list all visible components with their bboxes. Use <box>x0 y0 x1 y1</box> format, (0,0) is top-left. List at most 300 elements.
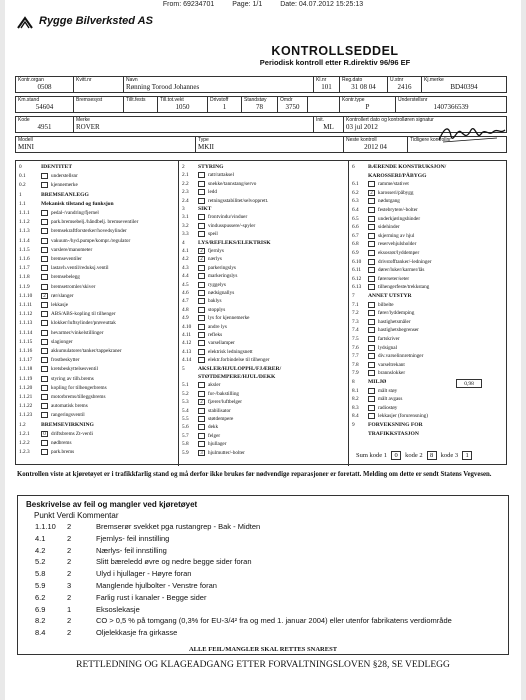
item-number: 5.5 <box>182 416 189 422</box>
header-row-4 <box>15 136 507 153</box>
item-label: lys for kjennemerke <box>208 315 250 322</box>
hdr-cell: Kontr.organ 0508 <box>16 77 74 93</box>
remark-value: 2 <box>67 545 72 555</box>
checklist-item <box>19 255 177 263</box>
checklist-item <box>352 223 506 231</box>
checklist-item <box>352 240 506 248</box>
fax-from: From: 69234701 <box>162 1 215 8</box>
checklist-item <box>19 246 177 254</box>
hdr-cell: Kvitt.nr <box>74 77 124 93</box>
fax-page: Page: 1/1 <box>232 1 263 8</box>
checklist-item <box>352 249 506 257</box>
sum-value-1: 0 <box>391 451 401 460</box>
item-number: 4.12 <box>182 340 192 347</box>
item-code-box <box>198 340 205 346</box>
item-label: kopling for tilhengerbrems <box>51 384 107 391</box>
checklist-item <box>19 375 177 383</box>
checklist-item <box>352 206 506 214</box>
item-code-box <box>41 238 48 244</box>
item-code-box <box>41 339 48 345</box>
item-code-box <box>368 353 375 359</box>
checklist-item <box>182 171 346 179</box>
checklist-item <box>19 191 177 199</box>
item-label: vindusspussere/-spyler <box>208 222 256 229</box>
item-label: slagionger <box>51 338 73 345</box>
checklist-item <box>182 339 346 347</box>
hdr-cell: Km.stand 54604 <box>16 97 74 113</box>
hdr-cell: Kl.nr 101 <box>314 77 340 93</box>
checklist-item <box>182 440 346 448</box>
item-label: varsellamper <box>208 340 235 347</box>
checklist-item <box>19 273 177 281</box>
checklist-item <box>352 412 506 420</box>
item-label: fører/lyddemping <box>378 310 415 317</box>
item-label: fjernlys <box>208 248 224 254</box>
item-label: aksler <box>208 382 221 389</box>
item-label: karosseri/påbygg <box>378 189 414 196</box>
item-number: 1.1.8 <box>19 274 30 281</box>
checklist-item <box>182 356 346 364</box>
item-number: 6.5 <box>352 215 359 222</box>
item-label: ryggelys <box>208 281 226 288</box>
item-code-box <box>368 224 375 230</box>
item-label: park.brems <box>51 449 75 456</box>
checklist-item <box>352 292 506 300</box>
item-number: 6.8 <box>352 241 359 248</box>
item-number: 7.5 <box>352 336 359 342</box>
item-code-box <box>198 307 205 313</box>
item-code-box <box>41 173 48 179</box>
item-code-box <box>41 348 48 354</box>
checklist-item <box>352 197 506 205</box>
sum-label-2: kode 2 <box>405 452 423 459</box>
item-code-box <box>41 385 48 391</box>
remark-code: 8.2 <box>35 616 46 626</box>
checklist-item <box>182 423 346 431</box>
item-number: 4.7 <box>182 298 189 305</box>
item-label: frontvindu/vinduer <box>208 214 248 221</box>
item-label: ledd <box>208 189 217 196</box>
checklist-item <box>19 319 177 327</box>
sum-codes <box>356 451 472 460</box>
checklist-item <box>352 369 506 377</box>
item-number: 3.2 <box>182 222 189 229</box>
remark-comment: Bremserør svekket pga rustangrep - Bak - Midten <box>96 522 261 531</box>
checklist-item <box>352 430 506 438</box>
item-number: 2.1 <box>182 172 189 179</box>
page-title: KONTROLLSEDDEL <box>271 44 399 58</box>
document-page <box>5 0 521 700</box>
checklist-item <box>182 272 346 280</box>
item-label: elektrisk ledningsnett <box>208 348 253 355</box>
item-number: 7.9 <box>352 370 359 377</box>
item-number: 4.14 <box>182 357 192 364</box>
header-row-2 <box>15 96 507 113</box>
item-code-box <box>368 250 375 256</box>
item-number: 1.1.20 <box>19 384 33 391</box>
item-label: automatisk brems <box>51 403 88 410</box>
item-label: andre lys <box>208 323 227 330</box>
item-label: ABS/ABS-kopling til tilhenger <box>51 311 116 318</box>
item-code-box <box>198 298 205 304</box>
item-label: nødsignallys <box>208 290 235 296</box>
item-number: 4.13 <box>182 348 192 355</box>
item-label: pedal-/vandring/fjernel <box>51 210 99 216</box>
checklist-item <box>19 448 177 456</box>
item-number: 4.3 <box>182 264 189 271</box>
checklist-item <box>182 373 346 381</box>
item-number: 1 <box>19 191 22 198</box>
item-number: 7.6 <box>352 344 359 351</box>
item-number: 2.3 <box>182 189 189 196</box>
item-number: 6.7 <box>352 232 359 239</box>
item-label: stopplys <box>208 306 226 313</box>
item-label: akkumulatorer/tanker/tappekraner <box>51 348 122 354</box>
remark-code: 6.9 <box>35 604 46 614</box>
remark-comment: Farlig rust i kanaler - Begge sider <box>96 592 207 602</box>
item-label: radiostøy <box>378 404 398 411</box>
inspector-signature <box>437 122 507 146</box>
item-label: hevarmer/vinkelstillinger <box>51 329 104 336</box>
item-label: baklys <box>208 298 222 305</box>
footer-notice: ALLE FEIL/MANGLER SKAL RETTES SNAREST <box>188 646 338 653</box>
page-subtitle: Periodisk kontroll etter R.direktiv 96/96 EF <box>259 58 411 67</box>
item-label: varseltrekant <box>378 361 405 368</box>
item-code-box <box>41 265 48 271</box>
checklist-item <box>352 352 506 360</box>
item-number: 1.1.13 <box>19 320 33 327</box>
footer-guidance: RETTLEDNING OG KLAGEADGANG ETTER FORVALTNINGSLOVEN §28, SE VEDLEGG <box>76 660 450 670</box>
item-label: bilbelte <box>378 301 394 308</box>
item-code-box <box>198 198 205 204</box>
sum-value-3: 1 <box>462 451 472 460</box>
item-code-box <box>198 290 205 296</box>
item-label: tilhengerfeste/trekkstang <box>378 284 430 291</box>
item-code-box <box>368 370 375 376</box>
hdr-cell-name: Navn Rønning Torood Johannes <box>124 77 314 93</box>
item-number: 6.12 <box>352 275 362 282</box>
remark-comment: Eksoslekasje <box>96 604 140 614</box>
item-label: eksosrør/lyddemper <box>378 250 420 256</box>
remarks-box <box>17 495 509 655</box>
section-heading: Mekanisk tilstand og funksjon <box>41 200 114 207</box>
hdr-cell: Neste kontroll 2012 04 <box>344 137 408 153</box>
item-label: styring av tilh.brems <box>51 375 94 382</box>
section-heading: SIKT <box>198 206 212 212</box>
item-number: 1.1.10 <box>19 292 33 299</box>
item-number: 8.2 <box>352 396 359 403</box>
item-code-box <box>368 388 375 394</box>
item-label: understellsnr <box>51 173 78 180</box>
item-code-box <box>368 207 375 213</box>
checklist-item <box>182 163 346 171</box>
company-name: Rygge Bilverksted AS <box>39 15 153 27</box>
hdr-cell: Modell MINI <box>16 137 196 153</box>
checklist-item <box>19 209 177 217</box>
inspection-notice: Kontrollen viste at kjøretøyet er i trafikkfarlig stand og må derfor ikke brukes før nødvendige reparasjoner er foretatt. Melding om dette er sendt Statens Vegvesen. <box>17 471 492 478</box>
checklist-item <box>352 163 506 171</box>
item-code-box <box>41 394 48 400</box>
remarks-header: Punkt Verdi Kommentar <box>34 511 119 520</box>
checklist-item <box>352 266 506 274</box>
remark-comment: CO > 0,5 % på tomgang (0,3% for EU-3/4² fra og med 1. januar 2004) eller utenfor fabrikatens verdiområde <box>96 616 452 626</box>
hdr-cell-signature: Kontrollert dato og kontrolløren signatur 03 jul 2012 <box>344 117 507 133</box>
checklist-item <box>352 283 506 291</box>
item-code-box <box>41 210 48 216</box>
item-label: underkjøringshinder <box>378 215 421 222</box>
item-number: 1.1.11 <box>19 302 33 308</box>
section-heading: MILJØ <box>368 379 387 385</box>
checklist-item <box>182 331 346 339</box>
checklist-item <box>352 318 506 326</box>
item-number: 4.5 <box>182 281 189 288</box>
column-divider <box>348 161 349 466</box>
checklist-grid <box>15 160 507 465</box>
item-label: brannslokker <box>378 370 406 377</box>
item-number: 7.8 <box>352 361 359 368</box>
item-label: div.varselinnretninger <box>378 353 424 360</box>
company-logo-icon <box>17 16 33 30</box>
item-label: ramme/stativet <box>378 181 409 188</box>
checklist-item <box>352 172 506 180</box>
checklist-item <box>352 189 506 197</box>
item-label: nødbrems <box>51 440 72 446</box>
checklist-item <box>19 218 177 226</box>
remark-code: 1.1.10 <box>35 522 56 531</box>
checklist-item <box>352 258 506 266</box>
section-heading: BREMSEANLEGG <box>41 191 89 198</box>
remark-value: 2 <box>67 557 72 567</box>
item-code-box <box>41 228 48 234</box>
item-number: 7.2 <box>352 310 359 317</box>
item-label: lydsignal <box>378 344 398 351</box>
checklist-item <box>182 314 346 322</box>
item-number: 4.4 <box>182 273 189 280</box>
checklist-item <box>182 323 346 331</box>
remark-value: 3 <box>67 581 72 590</box>
item-code-box <box>368 284 375 290</box>
item-number: 0.1 <box>19 173 26 180</box>
item-label: hjullager <box>208 441 227 448</box>
checklist-item <box>352 378 506 386</box>
item-code-box <box>41 274 48 280</box>
checklist-item <box>352 361 506 369</box>
checklist-item <box>352 326 506 334</box>
item-code-box: 2 <box>198 248 205 254</box>
item-code-box <box>41 284 48 290</box>
checklist-item <box>182 415 346 423</box>
item-code-box <box>41 330 48 336</box>
remark-comment: Oljelekkasje fra girkasse <box>96 628 178 638</box>
item-code-box <box>198 315 205 321</box>
remark-comment: Ulyd i hjullager - Høyre foran <box>96 569 192 579</box>
measured-avgass-value: 0,98 <box>456 379 482 388</box>
item-number: 6.10 <box>352 258 362 265</box>
remark-value: 2 <box>67 616 72 626</box>
item-number: 1.1.12 <box>19 311 33 318</box>
item-number: 1.1.17 <box>19 357 33 364</box>
hdr-cell: Merke ROVER <box>74 117 314 133</box>
checklist-item <box>352 395 506 403</box>
item-code-box <box>368 233 375 239</box>
item-label: dører/luker/karmer/lås <box>378 267 425 274</box>
hdr-cell: Kontr.type P <box>340 97 396 113</box>
checklist-item <box>19 384 177 392</box>
hdr-cell: Kode 4951 <box>16 117 74 133</box>
item-code-box <box>198 273 205 279</box>
item-code-box <box>368 327 375 333</box>
checklist-item <box>19 172 177 180</box>
item-number: 4.1 <box>182 248 189 254</box>
item-code-box <box>198 332 205 338</box>
checklist-item <box>182 180 346 188</box>
item-code-box <box>198 441 205 447</box>
item-number: 6.13 <box>352 284 362 291</box>
item-number: 5.3 <box>182 399 189 406</box>
item-label: bremsebelegg <box>51 274 80 281</box>
item-number: 1.2 <box>19 421 26 428</box>
section-heading: AKSLER/HJULOPPH./FJÆRER/ <box>198 365 282 372</box>
item-code-box <box>41 182 48 188</box>
item-number: 2.2 <box>182 180 189 187</box>
item-label: snekke/tannstang/servo <box>208 180 257 187</box>
checklist-item <box>182 365 346 373</box>
item-label: refleks <box>208 332 223 338</box>
item-number: 5.9 <box>182 449 189 456</box>
item-label: retningsstabilitet/selvopprett. <box>208 197 269 204</box>
item-label: lastavh.ventil/reduksj.ventil <box>51 265 109 272</box>
item-number: 5 <box>182 365 185 372</box>
checklist-item <box>182 188 346 196</box>
remark-code: 5.9 <box>35 581 46 590</box>
item-number: 8.1 <box>352 387 359 394</box>
sum-label-3: kode 3 <box>440 452 459 459</box>
item-label: bremsetromler/skiver <box>51 283 96 290</box>
section-heading: KAROSSERI/PÅBYGG <box>368 172 427 179</box>
item-label: rør/slanger <box>51 292 74 299</box>
hdr-cell: Tillt.fests <box>124 97 158 113</box>
remark-value: 2 <box>67 569 72 579</box>
checklist-item <box>352 301 506 309</box>
item-number: 3.1 <box>182 214 189 221</box>
item-code-box <box>198 223 205 229</box>
item-label: fartskriver <box>378 336 400 342</box>
checklist-item <box>19 338 177 346</box>
item-number: 5.1 <box>182 382 189 389</box>
checklist-item <box>19 430 177 438</box>
item-number: 1.1.18 <box>19 366 33 373</box>
hdr-cell: Init. ML <box>314 117 344 133</box>
item-number: 1.1.3 <box>19 228 30 235</box>
item-code-box <box>41 376 48 382</box>
item-number: 7.3 <box>352 318 359 325</box>
checklist-item <box>182 348 346 356</box>
item-number: 6.11 <box>352 267 362 274</box>
remark-comment: Nærlys- feil innstilling <box>96 545 167 555</box>
item-number: 6.4 <box>352 207 359 213</box>
item-label: festebrytere/-bolter <box>378 207 418 213</box>
item-code-box <box>368 216 375 222</box>
checklist-item <box>352 335 506 343</box>
item-code-box <box>41 219 48 225</box>
item-label: lekkasje <box>51 302 68 308</box>
item-label: bremseventiler <box>51 256 82 262</box>
checklist-item <box>182 390 346 398</box>
item-code-box: 2 <box>41 293 48 299</box>
remark-code: 5.2 <box>35 557 46 567</box>
item-number: 3 <box>182 206 185 212</box>
item-label: fjærer/luftbelger <box>208 399 242 406</box>
checklist-item <box>352 309 506 317</box>
checklist-item <box>19 439 177 447</box>
item-code-box <box>198 282 205 288</box>
checklist-item <box>182 264 346 272</box>
checklist-item <box>19 264 177 272</box>
item-number: 1.1.19 <box>19 375 33 382</box>
checklist-item <box>182 432 346 440</box>
item-number: 4.8 <box>182 306 189 313</box>
item-code-box: 2 <box>198 256 205 262</box>
item-number: 4.9 <box>182 315 189 322</box>
remark-value: 2 <box>67 592 72 602</box>
item-number: 4.2 <box>182 256 189 263</box>
hdr-cell: Till.tot.vekt 1050 <box>158 97 208 113</box>
checklist-item <box>352 387 506 395</box>
item-number: 5.8 <box>182 441 189 448</box>
item-code-box <box>368 241 375 247</box>
header-row-3 <box>15 116 507 133</box>
item-label: dekk <box>208 424 219 431</box>
item-label: drivstofftanker/-ledninger <box>378 258 432 265</box>
checklist-item <box>182 289 346 297</box>
hdr-cell: Kj.merke BD40394 <box>422 77 507 93</box>
item-number: 6.2 <box>352 189 359 196</box>
item-code-box <box>368 302 375 308</box>
item-code-box <box>198 424 205 430</box>
sum-label-1: Sum kode 1 <box>356 452 388 459</box>
hdr-cell: Drivstoff 1 <box>208 97 242 113</box>
checklist-item <box>182 230 346 238</box>
section-heading: STYRING <box>198 164 224 170</box>
item-code-box <box>41 366 48 372</box>
item-number: 1.1.5 <box>19 246 30 253</box>
item-label: målt støy <box>378 387 398 394</box>
item-code-box <box>41 403 48 409</box>
checklist-item <box>352 215 506 223</box>
section-heading: TRAFIKKSTASJON <box>368 430 419 437</box>
checklist-item <box>182 239 346 247</box>
item-code-box <box>41 320 48 326</box>
checklist-item <box>19 402 177 410</box>
checklist-item <box>182 281 346 289</box>
item-number: 0.2 <box>19 182 26 189</box>
item-code-box <box>41 247 48 253</box>
fax-date: Date: 04.07.2012 15:25:13 <box>280 1 364 8</box>
checklist-item <box>182 381 346 389</box>
checklist-item <box>182 247 346 255</box>
item-code-box <box>198 324 205 330</box>
item-number: 6.3 <box>352 198 359 205</box>
item-code-box <box>41 256 48 262</box>
checklist-item <box>19 356 177 364</box>
item-code-box <box>41 412 48 418</box>
item-number: 8 <box>352 379 355 385</box>
remark-code: 4.1 <box>35 533 46 543</box>
item-label: hjulmutter/-bolter <box>208 449 245 456</box>
section-heading: FORVEKSNING FOR <box>368 422 423 428</box>
hdr-cell: Omdr 3750 <box>278 97 308 113</box>
item-code-box <box>198 382 205 388</box>
